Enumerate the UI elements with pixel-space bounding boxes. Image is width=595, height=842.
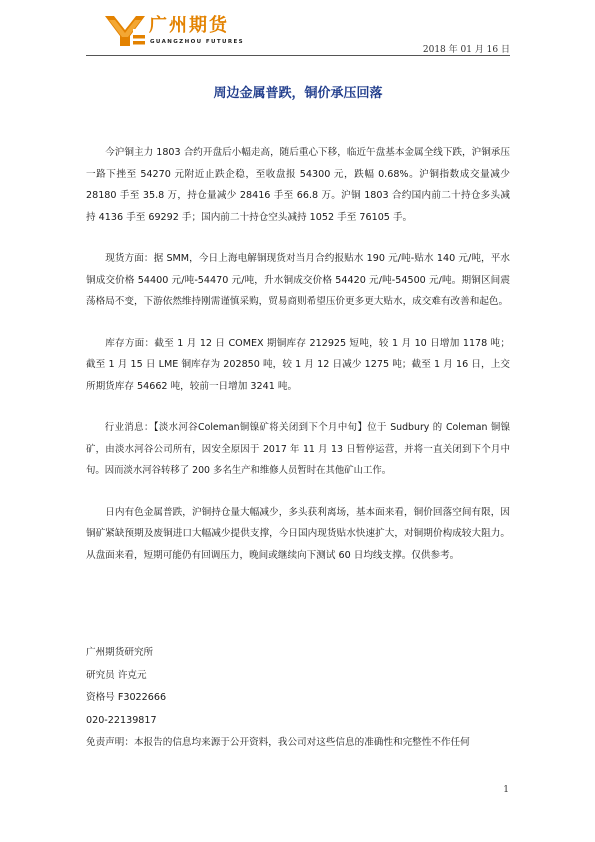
header-divider [86,55,510,56]
paragraph-spot: 现货方面：据 SMM，今日上海电解铜现货对当月合约报贴水 190 元/吨-贴水 140 元/吨，平水铜成交价格 54400 元/吨-54470 元/吨，升水铜成交价格 54420 元/吨-54500 元/吨。期铜区间震荡格局不变，下游依然维持刚需谨慎采购，贸易商则希望压价更多更大贴水，成交难有改善和起色。 [86,253,510,307]
company-logo [103,14,245,48]
signature-license: 资格号 F3022666 [86,692,167,703]
disclaimer: 免责声明：本报告的信息均来源于公开资料，我公司对这些信息的准确性和完整性不作任何 [86,737,470,748]
signature-researcher: 研究员 许克元 [86,669,147,681]
report-body [86,142,510,586]
page-header [0,0,595,60]
paragraph-outlook: 日内有色金属普跌，沪铜持仓量大幅减少，多头获利离场，基本面来看，铜价回落空间有限，因铜矿紧缺预期及废铜进口大幅减少提供支撑，今日国内现货贴水快速扩大，对铜期价构成较大阻力。从盘面来看，短期可能仍有回调压力，晚间或继续向下测试 60 日均线支撑。仅供参考。 [86,506,510,561]
paragraph-market-review: 今沪铜主力 1803 合约开盘后小幅走高，随后重心下移，临近午盘基本金属全线下跌，沪铜承压一路下挫至 54270 元附近止跌企稳，至收盘报 54300 元，跌幅 0.68%。沪铜指数成交量减少 28180 手至 35.8 万，持仓量减少 28416 手至 66.8 万。沪铜 1803 合约国内前二十持仓多头减持 4136 手至 69292 手；国内前二十持仓空头减持 1052 手至 76105 手。 [86,147,510,223]
signature-phone: 020-22139817 [86,714,157,726]
logo-emblem-icon [103,14,147,48]
report-date: 2018 年 01 月 16 日 [422,45,510,55]
paragraph-industry-news: 行业消息：【淡水河谷Coleman铜镍矿将关闭到下个月中旬】位于 Sudbury 的 Coleman 铜镍矿，由淡水河谷公司所有，因安全原因于 2017 年 11 月 13 日暂停运营，并将一直关闭到下个月中旬。因而淡水河谷转移了 200 多名生产和维修人员暂时在其他矿山工作。 [86,422,510,476]
signature-block [86,642,516,755]
logo-english-name: GUANGZHOU FUTURES [150,39,245,45]
signature-org: 广州期货研究所 [86,647,154,658]
page-number: 1 [503,785,509,795]
report-title: 周边金属普跌，铜价承压回落 [213,86,383,101]
logo-chinese-name: 广州期货 [149,15,229,36]
paragraph-inventory: 库存方面：截至 1 月 12 日 COMEX 期铜库存 212925 短吨，较 1 月 10 日增加 1178 吨；截至 1 月 15 日 LME 铜库存为 202850 吨，较 1 月 12 日减少 1275 吨；截至 1 月 16 日，上交所期货库存 54662 吨，较前一日增加 3241 吨。 [86,337,510,392]
